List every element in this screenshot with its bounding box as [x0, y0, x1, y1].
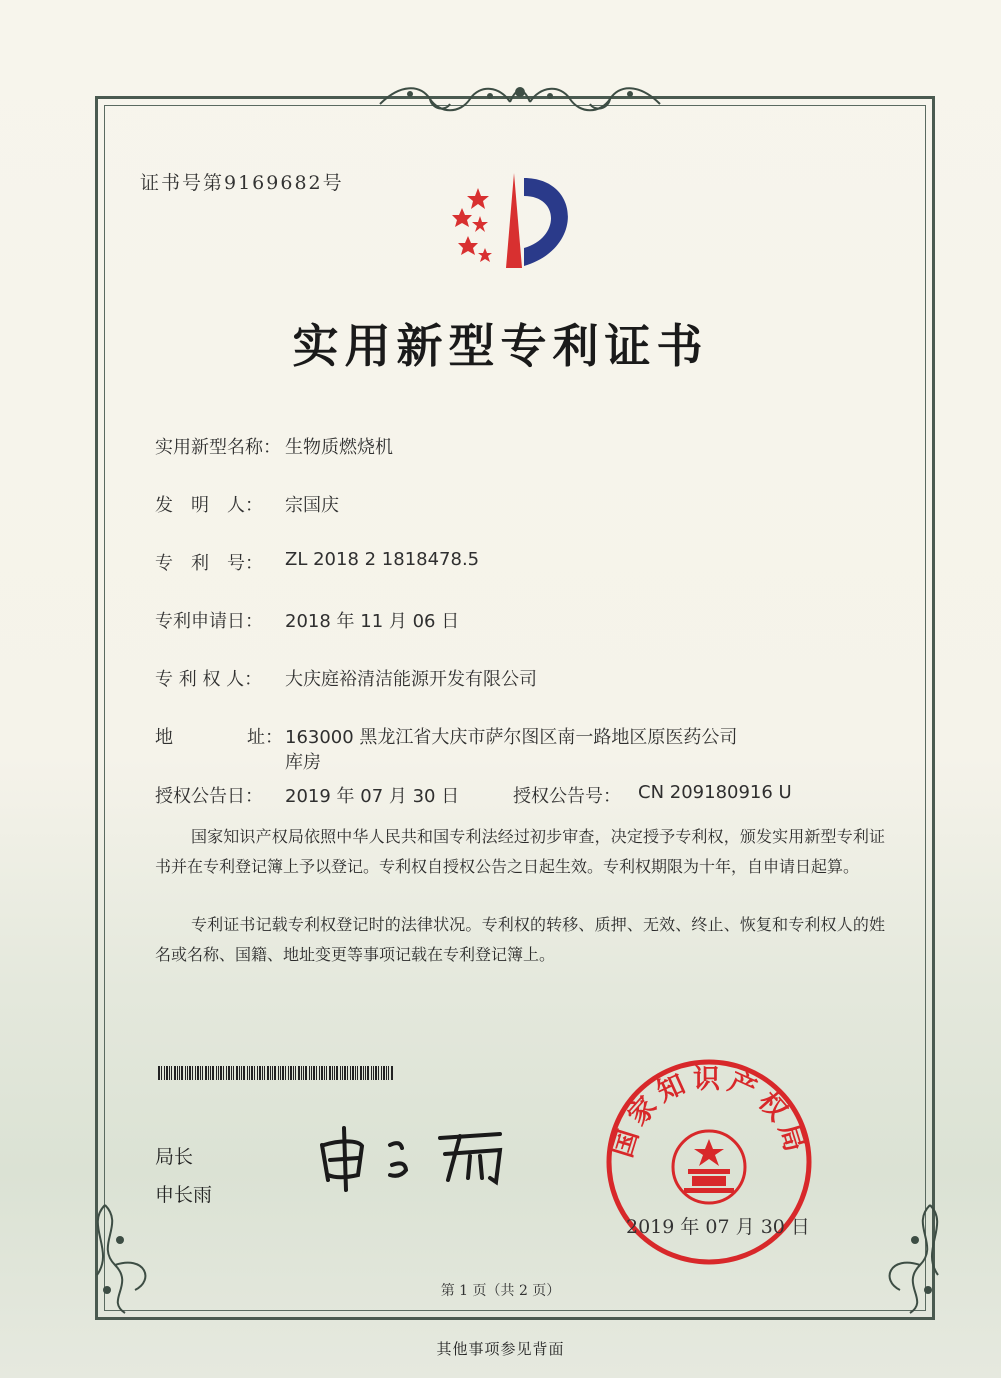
patent-number-label: 专 利 号：: [155, 553, 263, 574]
seal-text: 国家知识产权局: [607, 1064, 812, 1162]
legal-paragraph-2: 专利证书记载专利权登记时的法律状况。专利权的转移、质押、无效、终止、恢复和专利权人的姓名或名称、国籍、地址变更等事项记载在专利登记簿上。: [155, 915, 885, 964]
inventor-label: 发 明 人：: [155, 495, 263, 516]
top-ornament-icon: [370, 74, 670, 124]
barcode: [158, 1066, 396, 1080]
footer-note: 其他事项参见背面: [436, 1340, 565, 1358]
patentee-value: 大庆庭裕清洁能源开发有限公司: [285, 669, 537, 690]
certificate-title: 实用新型专利证书: [292, 319, 709, 373]
page-indicator: 第 1 页（共 2 页）: [440, 1283, 561, 1299]
handwritten-signature-icon: [310, 1120, 520, 1195]
name-value: 生物质燃烧机: [285, 437, 393, 458]
patentee-label: 专 利 权 人：: [155, 669, 263, 690]
patent-number-value: ZL 2018 2 1818478.5: [285, 549, 480, 570]
grant-date-label: 授权公告日：: [155, 786, 263, 807]
grant-number-value: CN 209180916 U: [638, 782, 792, 803]
address-line1: 163000 黑龙江省大庆市萨尔图区南一路地区原医药公司: [285, 727, 738, 748]
bottom-right-ornament-icon: [860, 1195, 950, 1320]
name-label: 实用新型名称：: [155, 437, 281, 458]
bottom-left-ornament-icon: [85, 1195, 175, 1320]
seal-date: 2019 年 07 月 30 日: [626, 1216, 810, 1238]
filing-date-label: 专利申请日：: [155, 611, 263, 632]
inventor-value: 宗国庆: [285, 495, 339, 516]
legal-paragraph-1: 国家知识产权局依照中华人民共和国专利法经过初步审查，决定授予专利权，颁发实用新型专利证书并在专利登记簿上予以登记。专利权自授权公告之日起生效。专利权期限为十年，自申请日起算。: [155, 827, 885, 876]
address-label-right: 址：: [247, 727, 283, 748]
cnipa-logo-icon: [440, 168, 590, 283]
address-line2: 库房: [285, 752, 321, 773]
certificate-number: 证书号第9169682号: [140, 172, 344, 194]
grant-date-value: 2019 年 07 月 30 日: [285, 786, 460, 807]
signature-role: 局长: [155, 1146, 194, 1168]
filing-date-value: 2018 年 11 月 06 日: [285, 611, 460, 632]
signature-name: 申长雨: [155, 1184, 213, 1206]
address-label-left: 地: [155, 727, 173, 748]
grant-number-label: 授权公告号：: [513, 786, 621, 807]
